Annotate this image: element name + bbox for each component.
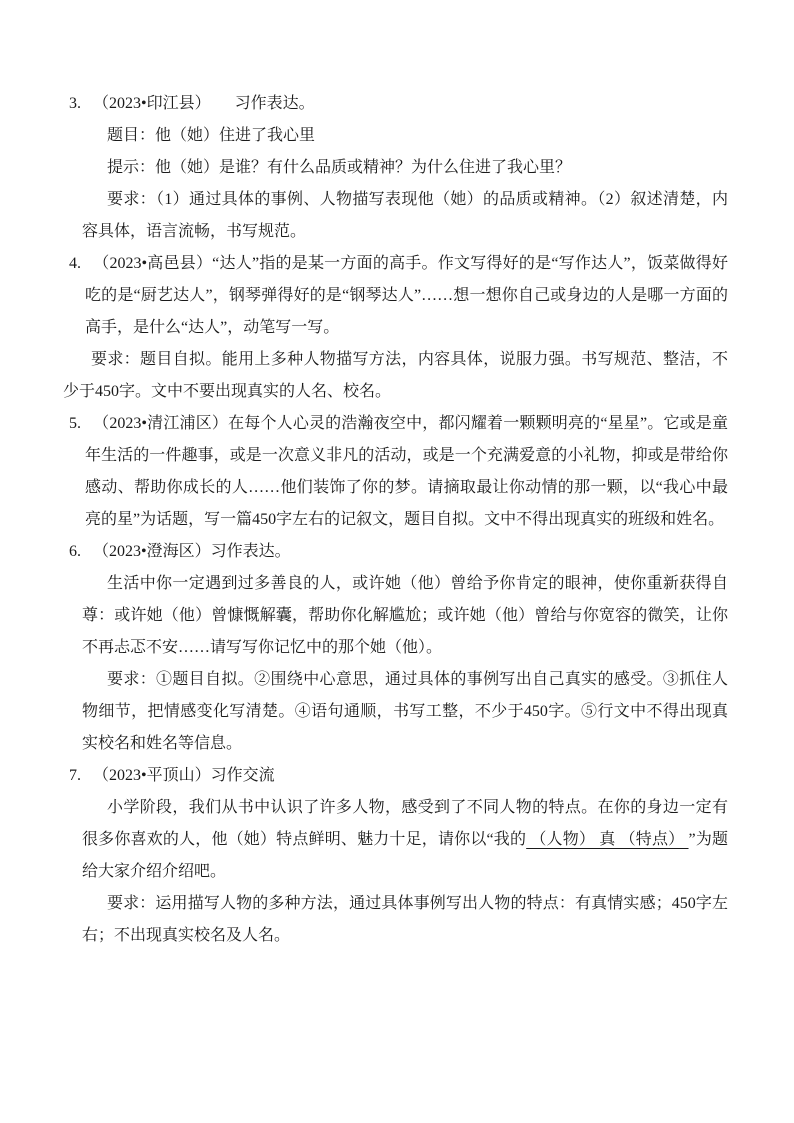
question-paragraph — [82, 888, 728, 952]
underline-blank: （人物） 真 （特点） — [526, 831, 689, 848]
question-paragraph — [82, 152, 728, 184]
text-run: 小学阶段，我们从书中认识了许多人物，感受到了不同人物的特点。在你的身边一定有很多你喜欢的人，他（她）特点鲜明、魅力十足，请你以“我的 — [82, 799, 728, 848]
question-head — [69, 760, 728, 792]
question-item — [0, 760, 728, 952]
question-item — [0, 88, 728, 248]
text-run: 要求：运用描写人物的多种方法，通过具体事例写出人物的特点：有真情实感；450字左右；不出现真实校名及人名。 — [82, 895, 728, 944]
text-run: 题目：他（她）住进了我心里 — [107, 127, 316, 144]
question-number: 5. — [69, 415, 81, 432]
question-paragraph — [82, 568, 728, 664]
question-paragraph — [63, 344, 728, 408]
question-item — [0, 408, 728, 536]
text-run: 提示：他（她）是谁？有什么品质或精神？为什么住进了我心里？ — [107, 159, 572, 176]
text-run: 要求：（1）通过具体的事例、人物描写表现他（她）的品质或精神。（2）叙述清楚，内容具体，语言流畅，书写规范。 — [82, 191, 728, 240]
question-item — [0, 536, 728, 760]
text-run: （2023•平顶山）习作交流 — [93, 767, 275, 784]
text-run: （2023•印江县） 习作表达。 — [93, 95, 315, 112]
question-paragraph — [82, 120, 728, 152]
question-head — [69, 408, 728, 536]
text-run: 要求：①题目自拟。②围绕中心意思，通过具体的事例写出自己真实的感受。③抓住人物细节，把情感变化写清楚。④语句通顺，书写工整，不少于450字。⑤行文中不得出现真实校名和姓名等信息。 — [82, 671, 728, 752]
question-paragraph — [82, 664, 728, 760]
question-number: 6. — [69, 543, 81, 560]
question-number: 7. — [69, 767, 81, 784]
question-head — [69, 248, 728, 344]
question-number: 3. — [69, 95, 81, 112]
text-run: （2023•高邑县）“达人”指的是某一方面的高手。作文写得好的是“写作达人”，饭菜做得好吃的是“厨艺达人”，钢琴弹得好的是“钢琴达人”……想一想你自己或身边的人是哪一方面的高手，是什么“达人”，动笔写一写。 — [85, 255, 728, 336]
exam-questions-list — [0, 88, 728, 952]
text-run: ”为题给大家介绍介绍吧。 — [82, 831, 728, 880]
question-head — [69, 536, 728, 568]
text-run: （2023•澄海区）习作表达。 — [93, 543, 291, 560]
question-number: 4. — [69, 255, 81, 272]
text-run: （2023•清江浦区）在每个人心灵的浩瀚夜空中，都闪耀着一颗颗明亮的“星星”。它或是童年生活的一件趣事，或是一次意义非凡的活动，或是一个充满爱意的小礼物，抑或是带给你感动、帮助你成长的人……他们装饰了你的梦。请摘取最让你动情的那一颗，以“我心中最亮的星”为话题，写一篇450字左右的记叙文，题目自拟。文中不得出现真实的班级和姓名。 — [85, 415, 728, 528]
text-run: 要求：题目自拟。能用上多种人物描写方法，内容具体，说服力强。书写规范、整洁，不少于450字。文中不要出现真实的人名、校名。 — [63, 351, 728, 400]
question-paragraph — [82, 792, 728, 888]
text-run: 生活中你一定遇到过多善良的人，或许她（他）曾给予你肯定的眼神，使你重新获得自尊：或许她（他）曾慷慨解囊，帮助你化解尴尬；或许她（他）曾给与你宽容的微笑，让你不再忐忑不安……请写写你记忆中的那个她（他）。 — [82, 575, 728, 656]
question-item — [0, 248, 728, 408]
question-paragraph — [82, 184, 728, 248]
question-head — [69, 88, 728, 120]
